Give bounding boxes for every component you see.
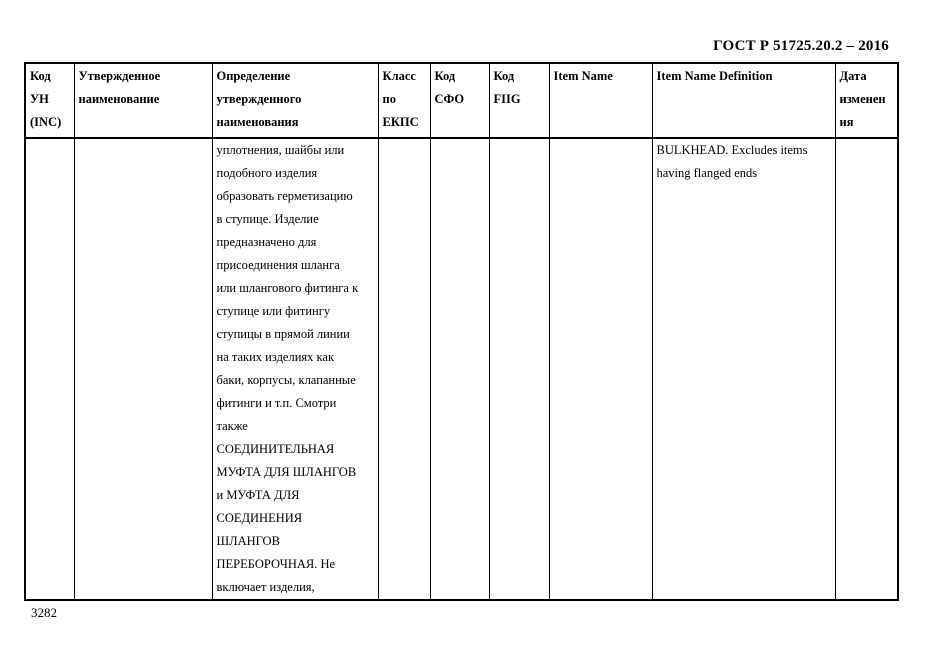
- cell-item-name-definition: BULKHEAD. Excludes items having flanged ends: [652, 138, 835, 600]
- document-header-standard: ГОСТ Р 51725.20.2 – 2016: [713, 38, 889, 54]
- table-header-row: [25, 63, 898, 138]
- nomenclature-table: [24, 62, 899, 601]
- column-header-approved-name: Утвержденное наименование: [74, 63, 212, 138]
- column-header-item-name-definition: Item Name Definition: [652, 63, 835, 138]
- column-header-sfo: Код СФО: [430, 63, 489, 138]
- column-header-inc: Код УН (INC): [25, 63, 74, 138]
- cell-approved-name: [74, 138, 212, 600]
- page-number: 3282: [31, 605, 57, 620]
- column-header-fiig: Код FIIG: [489, 63, 549, 138]
- cell-inc: [25, 138, 74, 600]
- column-header-definition: Определение утвержденного наименования: [212, 63, 378, 138]
- cell-definition: уплотнения, шайбы или подобного изделия образовать герметизацию в ступице. Изделие предназначено для присоединения шланга или шлангового фитинга к ступице или фитингу ступицы в прямой линии на таких изделиях как баки, корпусы, клапанные фитинги и т.п. Смотри также СОЕДИНИТЕЛЬНАЯ МУФТА ДЛЯ ШЛАНГОВ и МУФТА ДЛЯ СОЕДИНЕНИЯ ШЛАНГОВ ПЕРЕБОРОЧНАЯ. Не включает изделия,: [212, 138, 378, 600]
- column-header-ekps: Класс по ЕКПС: [378, 63, 430, 138]
- cell-item-name: [549, 138, 652, 600]
- cell-fiig: [489, 138, 549, 600]
- table-row: [25, 138, 898, 600]
- cell-change-date: [835, 138, 898, 600]
- column-header-item-name: Item Name: [549, 63, 652, 138]
- cell-sfo: [430, 138, 489, 600]
- column-header-change-date: Дата изменен ия: [835, 63, 898, 138]
- cell-ekps: [378, 138, 430, 600]
